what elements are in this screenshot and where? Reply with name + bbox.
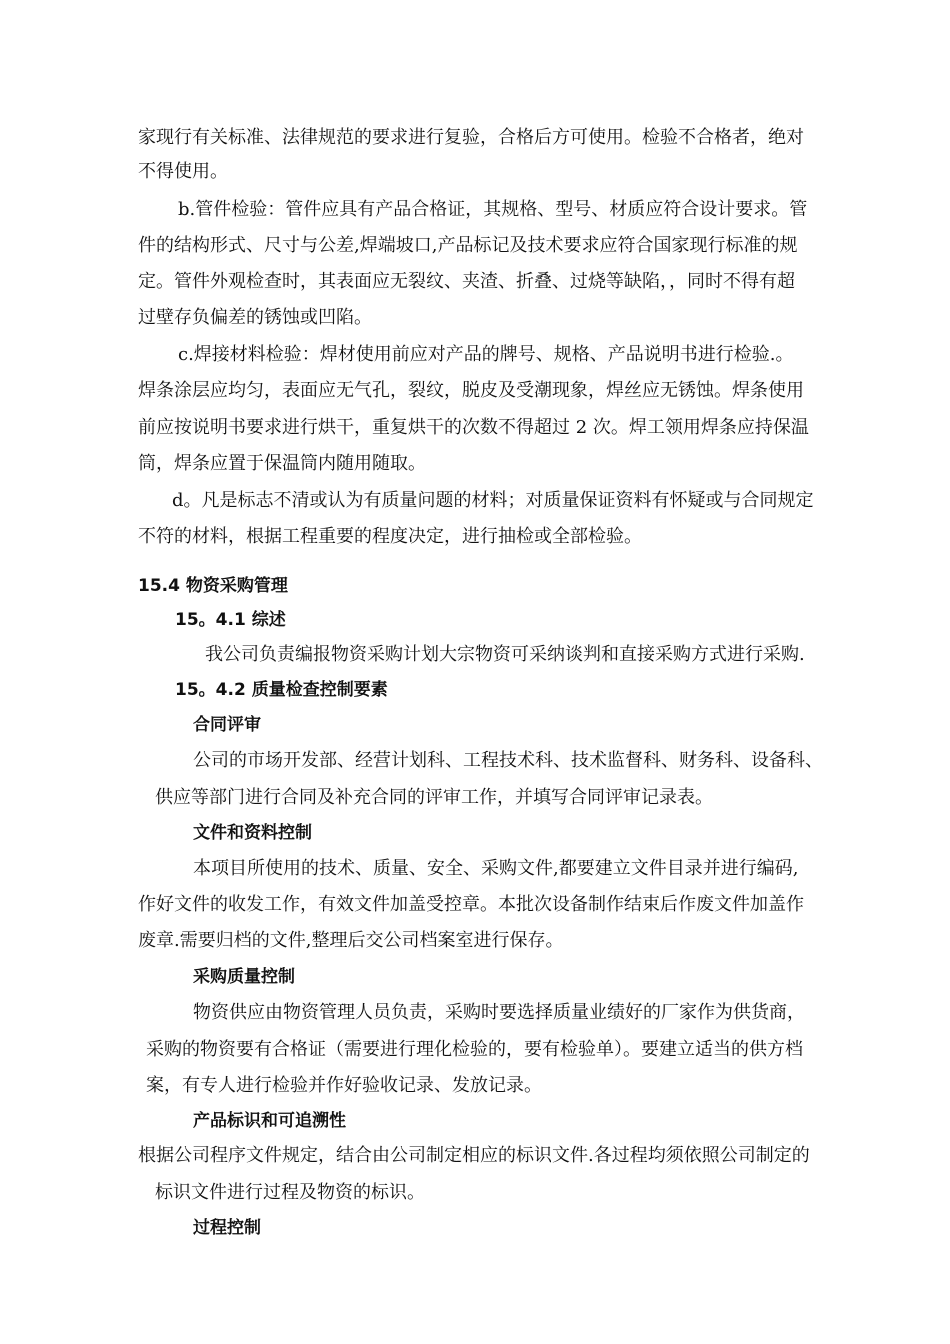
subsection-heading-overview: 15。4.1 综述: [175, 610, 286, 630]
heading-contract-review: 合同评审: [193, 715, 261, 735]
document-control-line-2: 作好文件的收发工作，有效文件加盖受控章。本批次设备制作结束后作废文件加盖作: [138, 894, 804, 915]
purchase-quality-line-1: 物资供应由物资管理人员负责，采购时要选择质量业绩好的厂家作为供货商，: [193, 1002, 805, 1023]
contract-review-line-2: 供应等部门进行合同及补充合同的评审工作，并填写合同评审记录表。: [155, 787, 713, 808]
paragraph-c-line-3: 前应按说明书要求进行烘干，重复烘干的次数不得超过 2 次。焊工领用焊条应持保温: [138, 417, 809, 438]
traceability-line-2: 标识文件进行过程及物资的标识。: [155, 1182, 425, 1203]
paragraph-d-line-2: 不符的材料，根据工程重要的程度决定，进行抽检或全部检验。: [138, 526, 642, 547]
paragraph-c-line-2: 焊条涂层应均匀，表面应无气孔，裂纹，脱皮及受潮现象，焊丝应无锈蚀。焊条使用: [138, 380, 804, 401]
purchase-quality-line-3: 案，有专人进行检验并作好验收记录、发放记录。: [146, 1075, 542, 1096]
paragraph-b-line-1: b.管件检验：管件应具有产品合格证，其规格、型号、材质应符合设计要求。管: [178, 199, 808, 220]
paragraph-c-line-4: 筒，焊条应置于保温筒内随用随取。: [138, 453, 426, 474]
document-control-line-1: 本项目所使用的技术、质量、安全、采购文件,都要建立文件目录并进行编码,: [193, 858, 799, 879]
paragraph-b-line-3: 定。管件外观检查时，其表面应无裂纹、夹渣、折叠、过烧等缺陷，，同时不得有超: [138, 271, 795, 292]
heading-document-control: 文件和资料控制: [193, 823, 312, 843]
section-heading: 15.4 物资采购管理: [138, 576, 288, 596]
traceability-line-1: 根据公司程序文件规定，结合由公司制定相应的标识文件.各过程均须依照公司制定的: [138, 1145, 810, 1166]
paragraph-a-line-2: 不得使用。: [138, 161, 228, 182]
paragraph-a-line-1: 家现行有关标准、法律规范的要求进行复验，合格后方可使用。检验不合格者，绝对: [138, 127, 804, 148]
heading-process-control: 过程控制: [193, 1218, 261, 1238]
overview-text: 我公司负责编报物资采购计划大宗物资可采纳谈判和直接采购方式进行采购.: [205, 644, 805, 665]
paragraph-b-line-2: 件的结构形式、尺寸与公差,焊端坡口,产品标记及技术要求应符合国家现行标准的规: [138, 235, 798, 256]
subsection-heading-quality-control: 15。4.2 质量检查控制要素: [175, 680, 388, 700]
paragraph-d-line-1: d。凡是标志不清或认为有质量问题的材料；对质量保证资料有怀疑或与合同规定: [172, 490, 814, 511]
heading-purchase-quality: 采购质量控制: [193, 967, 295, 987]
purchase-quality-line-2: 采购的物资要有合格证（需要进行理化检验的，要有检验单）。要建立适当的供方档: [146, 1039, 803, 1060]
paragraph-c-line-1: c.焊接材料检验：焊材使用前应对产品的牌号、规格、产品说明书进行检验.。: [178, 344, 794, 365]
document-control-line-3: 废章.需要归档的文件,整理后交公司档案室进行保存。: [138, 930, 564, 951]
paragraph-b-line-4: 过壁存负偏差的锈蚀或凹陷。: [138, 307, 372, 328]
heading-traceability: 产品标识和可追溯性: [193, 1111, 346, 1131]
contract-review-line-1: 公司的市场开发部、经营计划科、工程技术科、技术监督科、财务科、设备科、: [193, 750, 823, 771]
